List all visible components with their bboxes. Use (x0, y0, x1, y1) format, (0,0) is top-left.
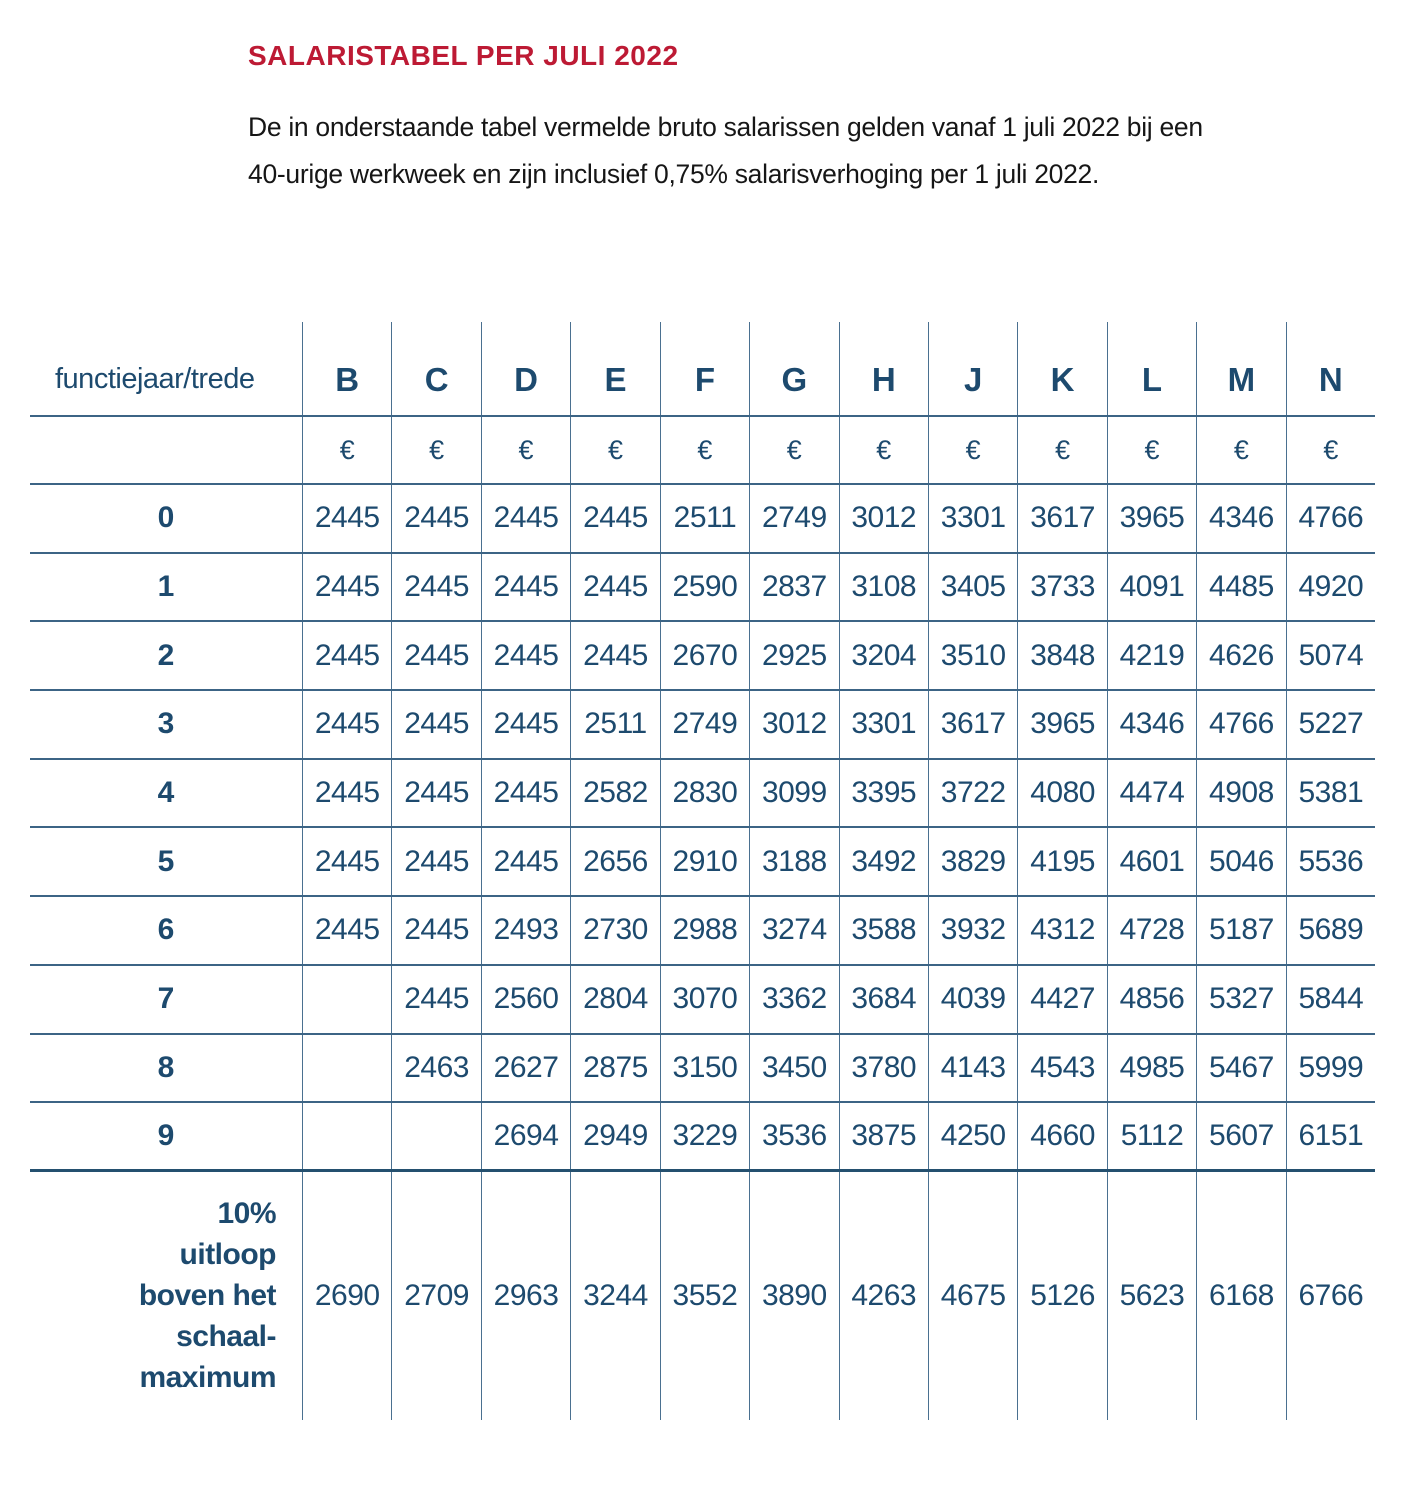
table-cell: 4856 (1107, 966, 1196, 1033)
salary-table (30, 322, 1375, 1420)
table-cell: 4543 (1017, 1035, 1106, 1102)
table-cell: 3848 (1017, 622, 1106, 689)
table-cell: 2963 (481, 1172, 570, 1420)
column-header-J: J (928, 322, 1017, 415)
table-cell: 3301 (839, 691, 928, 758)
table-cell: 2445 (570, 485, 659, 552)
corner-label: functiejaar/trede (55, 363, 255, 395)
table-cell: 3450 (749, 1035, 838, 1102)
table-cell: 4660 (1017, 1103, 1106, 1169)
table-cell (302, 1103, 391, 1169)
table-row (30, 760, 1375, 829)
table-cell: 3012 (749, 691, 838, 758)
table-cell: 3965 (1107, 485, 1196, 552)
table-cell: 2445 (302, 622, 391, 689)
table-cell: 2804 (570, 966, 659, 1033)
table-cell: 2445 (481, 554, 570, 621)
table-cell: 2627 (481, 1035, 570, 1102)
table-cell: 2988 (660, 897, 749, 964)
currency-row (30, 417, 1375, 485)
column-header-G: G (749, 322, 838, 415)
table-cell: 5999 (1286, 1035, 1375, 1102)
table-cell: 4985 (1107, 1035, 1196, 1102)
table-cell: 2445 (481, 691, 570, 758)
table-cell: 2445 (481, 760, 570, 827)
table-cell: 2749 (749, 485, 838, 552)
table-cell: 3099 (749, 760, 838, 827)
table-row (30, 828, 1375, 897)
column-header-D: D (481, 322, 570, 415)
euro-symbol: € (749, 417, 838, 483)
table-cell: 2837 (749, 554, 838, 621)
table-cell: 3204 (839, 622, 928, 689)
euro-symbol: € (1196, 417, 1285, 483)
euro-symbol: € (391, 417, 480, 483)
table-cell: 2445 (391, 485, 480, 552)
column-header-L: L (1107, 322, 1196, 415)
table-cell: 3274 (749, 897, 838, 964)
table-cell: 3890 (749, 1172, 838, 1420)
uitloop-label-line: boven het (138, 1279, 276, 1313)
table-cell: 4250 (928, 1103, 1017, 1169)
table-cell: 4474 (1107, 760, 1196, 827)
table-header-row (30, 322, 1375, 417)
table-cell: 4346 (1107, 691, 1196, 758)
table-row (30, 554, 1375, 623)
uitloop-label-line: 10% (217, 1197, 276, 1231)
table-cell: 2656 (570, 828, 659, 895)
table-cell: 4080 (1017, 760, 1106, 827)
table-row (30, 966, 1375, 1035)
column-header-H: H (839, 322, 928, 415)
table-cell: 3070 (660, 966, 749, 1033)
table-cell: 3829 (928, 828, 1017, 895)
uitloop-label-line: schaal- (176, 1320, 276, 1354)
table-cell: 2875 (570, 1035, 659, 1102)
intro-line-1: De in onderstaande tabel vermelde bruto salarissen gelden vanaf 1 juli 2022 bij een (248, 112, 1203, 142)
table-cell: 5327 (1196, 966, 1285, 1033)
column-header-M: M (1196, 322, 1285, 415)
column-header-C: C (391, 322, 480, 415)
table-cell: 3733 (1017, 554, 1106, 621)
table-cell: 3875 (839, 1103, 928, 1169)
table-cell: 2445 (302, 897, 391, 964)
table-cell: 2560 (481, 966, 570, 1033)
table-cell: 2709 (391, 1172, 480, 1420)
table-cell: 2445 (570, 554, 659, 621)
table-row (30, 897, 1375, 966)
table-cell: 3405 (928, 554, 1017, 621)
table-cell: 3362 (749, 966, 838, 1033)
table-cell: 4346 (1196, 485, 1285, 552)
table-row (30, 1035, 1375, 1104)
table-cell: 2445 (481, 622, 570, 689)
table-row (30, 691, 1375, 760)
table-cell: 2949 (570, 1103, 659, 1169)
table-cell: 3932 (928, 897, 1017, 964)
table-cell: 2670 (660, 622, 749, 689)
table-cell: 5467 (1196, 1035, 1285, 1102)
uitloop-label-lines (139, 1193, 276, 1398)
table-cell: 2511 (660, 485, 749, 552)
table-cell: 3108 (839, 554, 928, 621)
table-cell (391, 1103, 480, 1169)
row-label: 8 (157, 1050, 175, 1084)
uitloop-label-line: uitloop (179, 1238, 276, 1272)
table-cell (302, 966, 391, 1033)
euro-symbol: € (302, 417, 391, 483)
table-cell: 5187 (1196, 897, 1285, 964)
row-label: 5 (157, 844, 175, 878)
table-cell: 5623 (1107, 1172, 1196, 1420)
table-cell: 5074 (1286, 622, 1375, 689)
table-cell: 6766 (1286, 1172, 1375, 1420)
table-cell: 2445 (391, 691, 480, 758)
table-cell: 4675 (928, 1172, 1017, 1420)
table-cell: 2749 (660, 691, 749, 758)
table-cell: 2582 (570, 760, 659, 827)
table-cell: 3492 (839, 828, 928, 895)
table-cell: 3965 (1017, 691, 1106, 758)
table-cell: 2445 (391, 966, 480, 1033)
intro-line-2: 40-urige werkweek en zijn inclusief 0,75% salarisverhoging per 1 juli 2022. (248, 159, 1100, 189)
table-cell: 6168 (1196, 1172, 1285, 1420)
euro-symbol: € (1286, 417, 1375, 483)
table-cell: 3617 (928, 691, 1017, 758)
euro-symbol: € (928, 417, 1017, 483)
table-cell: 2445 (302, 554, 391, 621)
table-cell: 2445 (570, 622, 659, 689)
table-cell: 4908 (1196, 760, 1285, 827)
euro-symbol: € (1017, 417, 1106, 483)
table-cell: 4091 (1107, 554, 1196, 621)
table-cell: 5112 (1107, 1103, 1196, 1169)
uitloop-label (30, 1172, 302, 1420)
row-label: 4 (157, 776, 175, 810)
table-cell (302, 1035, 391, 1102)
table-row (30, 485, 1375, 554)
table-cell: 2910 (660, 828, 749, 895)
table-cell: 3301 (928, 485, 1017, 552)
table-cell: 6151 (1286, 1103, 1375, 1169)
table-cell: 4626 (1196, 622, 1285, 689)
table-cell: 4219 (1107, 622, 1196, 689)
column-header-K: K (1017, 322, 1106, 415)
table-cell: 5126 (1017, 1172, 1106, 1420)
euro-symbol: € (1107, 417, 1196, 483)
table-cell: 3536 (749, 1103, 838, 1169)
table-cell: 4728 (1107, 897, 1196, 964)
table-cell: 3012 (839, 485, 928, 552)
table-cell: 2511 (570, 691, 659, 758)
table-cell: 2445 (302, 691, 391, 758)
table-cell: 2694 (481, 1103, 570, 1169)
row-label: 9 (157, 1119, 175, 1153)
table-cell: 3780 (839, 1035, 928, 1102)
page-title: SALARISTABEL PER JULI 2022 (248, 40, 679, 71)
table-cell: 3722 (928, 760, 1017, 827)
column-header-B: B (302, 322, 391, 415)
table-cell: 2445 (302, 760, 391, 827)
table-cell: 2445 (391, 554, 480, 621)
uitloop-row (30, 1172, 1375, 1420)
table-cell: 4766 (1286, 485, 1375, 552)
table-row (30, 1103, 1375, 1172)
table-cell: 2463 (391, 1035, 480, 1102)
euro-symbol: € (570, 417, 659, 483)
row-label: 1 (157, 570, 175, 604)
table-cell: 3188 (749, 828, 838, 895)
column-header-E: E (570, 322, 659, 415)
row-label: 0 (157, 501, 175, 535)
table-cell: 2493 (481, 897, 570, 964)
table-cell: 2925 (749, 622, 838, 689)
table-cell: 5046 (1196, 828, 1285, 895)
table-cell: 3552 (660, 1172, 749, 1420)
row-label: 6 (157, 913, 175, 947)
table-cell: 4195 (1017, 828, 1106, 895)
table-cell: 2830 (660, 760, 749, 827)
table-cell: 5689 (1286, 897, 1375, 964)
euro-symbol: € (660, 417, 749, 483)
uitloop-label-line: maximum (139, 1361, 276, 1395)
table-cell: 3617 (1017, 485, 1106, 552)
row-label: 3 (157, 707, 175, 741)
table-cell: 2445 (391, 622, 480, 689)
table-cell: 4920 (1286, 554, 1375, 621)
table-cell: 4601 (1107, 828, 1196, 895)
euro-symbol: € (481, 417, 570, 483)
table-cell: 4039 (928, 966, 1017, 1033)
table-cell: 3150 (660, 1035, 749, 1102)
table-cell: 3244 (570, 1172, 659, 1420)
table-cell: 2445 (302, 828, 391, 895)
table-cell: 3229 (660, 1103, 749, 1169)
table-cell: 2445 (391, 897, 480, 964)
table-cell: 3395 (839, 760, 928, 827)
column-header-F: F (660, 322, 749, 415)
table-cell: 3588 (839, 897, 928, 964)
table-cell: 2445 (481, 828, 570, 895)
table-cell: 4485 (1196, 554, 1285, 621)
table-cell: 5607 (1196, 1103, 1285, 1169)
table-cell: 2445 (391, 828, 480, 895)
table-cell: 5844 (1286, 966, 1375, 1033)
table-cell: 2730 (570, 897, 659, 964)
table-cell: 2445 (391, 760, 480, 827)
table-cell: 5227 (1286, 691, 1375, 758)
euro-symbol: € (839, 417, 928, 483)
table-cell: 5381 (1286, 760, 1375, 827)
table-cell: 3684 (839, 966, 928, 1033)
table-cell: 3510 (928, 622, 1017, 689)
table-cell: 2690 (302, 1172, 391, 1420)
currency-row-spacer (30, 417, 302, 483)
table-cell: 4427 (1017, 966, 1106, 1033)
row-label: 7 (157, 982, 175, 1016)
column-header-N: N (1286, 322, 1375, 415)
table-cell: 4766 (1196, 691, 1285, 758)
table-cell: 4143 (928, 1035, 1017, 1102)
table-cell: 4312 (1017, 897, 1106, 964)
intro-paragraph (248, 104, 1368, 198)
table-cell: 2445 (302, 485, 391, 552)
row-label: 2 (157, 638, 175, 672)
table-cell: 4263 (839, 1172, 928, 1420)
table-cell: 5536 (1286, 828, 1375, 895)
table-row (30, 622, 1375, 691)
table-cell: 2590 (660, 554, 749, 621)
table-cell: 2445 (481, 485, 570, 552)
